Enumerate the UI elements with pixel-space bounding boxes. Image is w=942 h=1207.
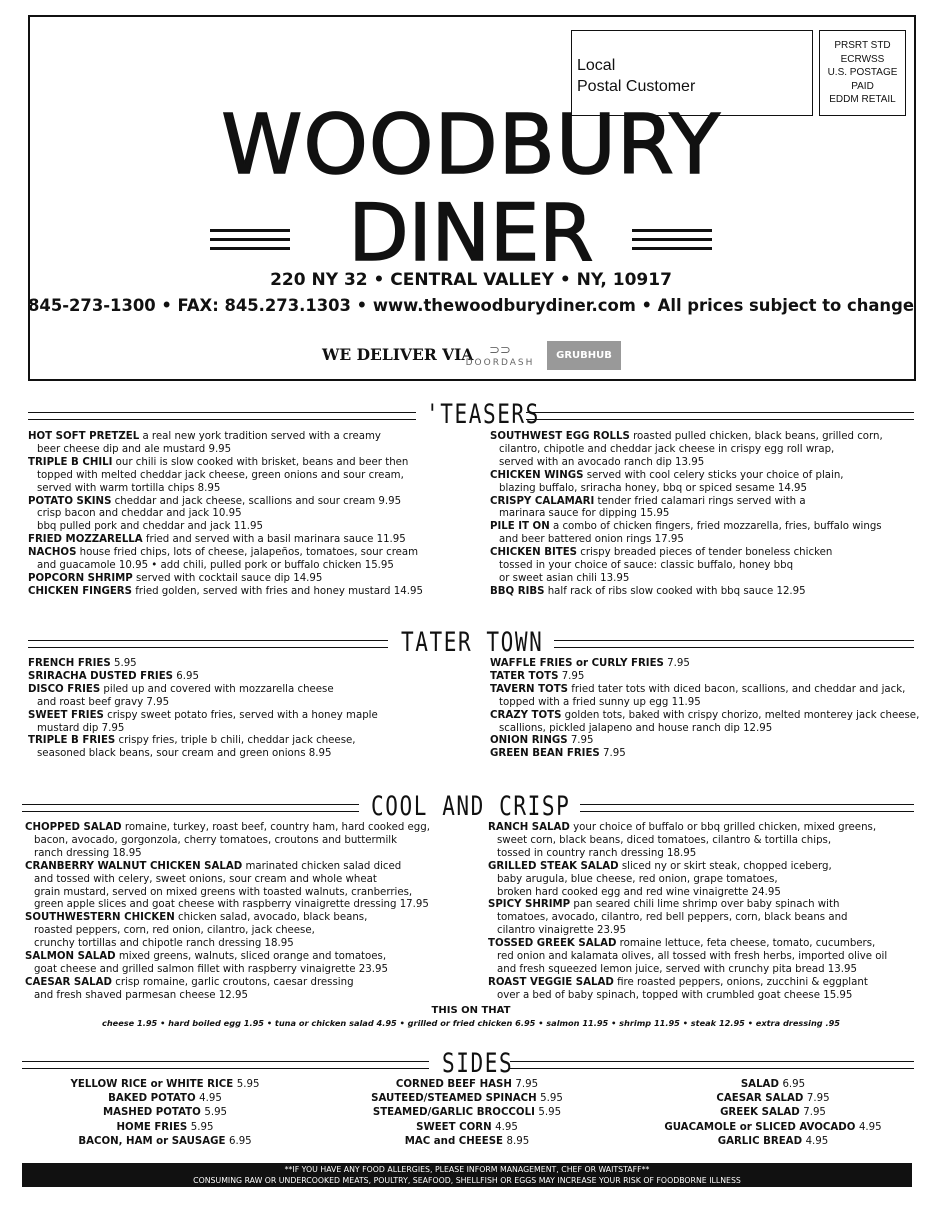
side-item-name: SALAD xyxy=(740,1079,779,1090)
menu-item-name: GRILLED STEAK SALAD xyxy=(488,860,619,872)
side-item-price: 4.95 xyxy=(495,1121,518,1133)
side-item-name: MAC and CHEESE xyxy=(404,1135,503,1147)
menu-item-line xyxy=(28,735,468,748)
permit-line: PRSRT STD xyxy=(834,40,891,51)
menu-item-desc-line: crunchy tortillas and chipotle ranch dressing 18.95 xyxy=(34,938,294,950)
side-item xyxy=(648,1121,898,1135)
menu-item xyxy=(488,899,928,938)
menu-item-desc: half rack of ribs slow cooked with bbq sauce 12.95 xyxy=(544,585,806,597)
side-item-price: 5.95 xyxy=(204,1107,228,1119)
side-item-name: BACON, HAM or SAUSAGE xyxy=(78,1135,226,1147)
side-item-price: 7.95 xyxy=(806,1093,830,1105)
menu-item-name: CHICKEN BITES xyxy=(490,547,577,559)
menu-item-name: CRANBERRY WALNUT CHICKEN SALAD xyxy=(25,860,243,872)
menu-item-desc-line: baby arugula, blue cheese, red onion, grape tomatoes, xyxy=(497,873,778,885)
menu-item-line xyxy=(490,748,920,761)
menu-item-line xyxy=(25,861,475,874)
menu-item-desc-line: goat cheese and grilled salmon fillet with raspberry vinaigrette 23.95 xyxy=(34,963,388,975)
menu-item-desc: 7.95 xyxy=(558,670,585,682)
menu-item-desc-line: and fresh squeezed lemon juice, served with crunchy pita bread 13.95 xyxy=(497,963,857,975)
sides-column-3 xyxy=(648,1078,898,1149)
menu-item-desc-line: green apple slices and goat cheese with raspberry vinaigrette dressing 17.95 xyxy=(34,899,429,911)
side-item xyxy=(342,1092,592,1106)
menu-item xyxy=(490,748,920,761)
section-title: TATER TOWN xyxy=(401,627,544,658)
menu-item-name: TAVERN TOTS xyxy=(490,683,569,695)
menu-item-desc-line: grain mustard, served on mixed greens with toasted walnuts, cranberries, xyxy=(34,886,413,898)
menu-item-desc-line: roasted peppers, corn, red onion, cilantro, jack cheese, xyxy=(34,925,315,937)
menu-item-name: ROAST VEGGIE SALAD xyxy=(488,976,614,988)
menu-item-line xyxy=(28,710,468,723)
menu-item-desc-line: tossed in your choice of sauce: classic buffalo, honey bbq xyxy=(499,560,794,572)
menu-item-name: CHOPPED SALAD xyxy=(25,822,122,833)
menu-item-desc: romaine, turkey, roast beef, country ham, hard cooked egg, xyxy=(121,822,430,833)
menu-item xyxy=(488,938,928,977)
permit-line: EDDM RETAIL xyxy=(829,94,896,105)
menu-item-line xyxy=(488,977,928,990)
menu-item-name: CAESAR SALAD xyxy=(25,976,112,988)
side-item-price: 5.95 xyxy=(540,1093,563,1105)
menu-item-name: SRIRACHA DUSTED FRIES xyxy=(28,670,174,682)
menu-item xyxy=(28,431,468,457)
address: 220 NY 32 • CENTRAL VALLEY • NY, 10917 xyxy=(270,270,672,290)
menu-item-name: PILE IT ON xyxy=(490,521,550,533)
side-item xyxy=(40,1078,290,1092)
menu-item-line xyxy=(490,431,920,444)
menu-item-desc: crispy fries, triple b chili, cheddar jack cheese, xyxy=(115,735,356,747)
sides-column-1 xyxy=(40,1078,290,1149)
section-teasers xyxy=(28,399,914,433)
menu-item-desc: crisp romaine, garlic croutons, caesar dressing xyxy=(112,976,354,988)
menu-item-desc-line: red onion and kalamata olives, all tossed with fresh herbs, imported olive oil xyxy=(497,951,888,963)
menu-item-name: TOSSED GREEK SALAD xyxy=(488,938,617,950)
menu-item xyxy=(28,684,468,710)
menu-item-name: ONION RINGS xyxy=(490,735,568,747)
menu-item-line xyxy=(490,470,920,483)
menu-item-desc: served with cocktail sauce dip 14.95 xyxy=(132,572,323,584)
menu-item-line xyxy=(25,977,475,990)
section-rule xyxy=(22,804,359,812)
menu-item-name: CHICKEN FINGERS xyxy=(28,585,132,597)
menu-item-name: CRAZY TOTS xyxy=(490,709,562,721)
menu-item xyxy=(490,658,920,671)
menu-item-name: SWEET FRIES xyxy=(28,709,104,721)
menu-item-desc: 7.95 xyxy=(567,735,594,747)
menu-item-desc-line: bbq pulled pork and cheddar and jack 11.95 xyxy=(37,521,263,533)
allergy-footer xyxy=(22,1163,912,1187)
menu-item-line xyxy=(490,586,920,599)
menu-item-line xyxy=(490,521,920,534)
menu-item xyxy=(28,671,468,684)
menu-item-name: TATER TOTS xyxy=(490,670,559,682)
doordash-logo xyxy=(455,343,545,368)
side-item-price: 5.95 xyxy=(190,1121,214,1133)
menu-item-desc-line: broken hard cooked egg and red wine vinaigrette 24.95 xyxy=(497,886,781,898)
menu-item-name: NACHOS xyxy=(28,547,77,559)
menu-item-desc-line: and guacamole 10.95 • add chili, pulled pork or buffalo chicken 15.95 xyxy=(37,560,394,572)
side-item-name: CAESAR SALAD xyxy=(716,1093,804,1105)
side-item-name: YELLOW RICE or WHITE RICE xyxy=(70,1079,234,1090)
section-rule xyxy=(554,640,914,648)
side-item-price: 4.95 xyxy=(858,1121,882,1133)
side-item-name: SAUTEED/STEAMED SPINACH xyxy=(371,1093,537,1105)
menu-item-desc-line: sweet corn, black beans, diced tomatoes, cilantro & tortilla chips, xyxy=(497,834,832,846)
menu-item-name: GREEN BEAN FRIES xyxy=(490,748,600,760)
menu-item-desc: tender fried calamari rings served with a xyxy=(594,495,806,507)
menu-item xyxy=(28,710,468,736)
side-item xyxy=(40,1106,290,1120)
addons-title: THIS ON THAT xyxy=(431,1005,511,1016)
side-item xyxy=(648,1135,898,1149)
menu-item-line xyxy=(488,938,928,951)
side-item-name: GREEK SALAD xyxy=(720,1107,800,1119)
menu-item-line xyxy=(28,586,468,599)
section-rule xyxy=(526,412,914,420)
menu-item xyxy=(490,735,920,748)
menu-item-desc: 6.95 xyxy=(173,670,199,682)
logo-stripes-left xyxy=(210,229,290,259)
menu-item-desc-line: crisp bacon and cheddar and jack 10.95 xyxy=(37,508,242,520)
menu-item-name: BBQ RIBS xyxy=(490,585,545,597)
menu-item-name: SOUTHWESTERN CHICKEN xyxy=(25,912,175,924)
tater-right-column xyxy=(490,658,920,761)
side-item xyxy=(342,1106,592,1120)
menu-item-desc-line: served with an avocado ranch dip 13.95 xyxy=(499,456,705,468)
menu-item-desc-line: served with warm tortilla chips 8.95 xyxy=(37,482,221,494)
menu-item-line xyxy=(490,710,920,723)
footer-line2: CONSUMING RAW OR UNDERCOOKED MEATS, POULTRY, SEAFOOD, SHELLFISH OR EGGS MAY INCREASE YOUR RISK OF FOODBORNE ILLNESS xyxy=(193,1175,741,1185)
footer-line1: **IF YOU HAVE ANY FOOD ALLERGIES, PLEASE INFORM MANAGEMENT, CHEF OR WAITSTAFF** xyxy=(284,1165,650,1174)
side-item-price: 8.95 xyxy=(506,1135,530,1147)
menu-item-desc-line: cilantro vinaigrette 23.95 xyxy=(497,925,627,937)
menu-item xyxy=(490,496,920,522)
side-item-name: BAKED POTATO xyxy=(108,1093,196,1105)
menu-item-name: TRIPLE B CHILI xyxy=(28,456,113,468)
menu-item xyxy=(490,431,920,470)
menu-item xyxy=(490,586,920,599)
addons-list: cheese 1.95 • hard boiled egg 1.95 • tuna or chicken salad 4.95 • grilled or fried chicken 6.95 • salmon 11.95 • shrimp 11.95 • steak 12.95 • extra dressing .95 xyxy=(101,1018,840,1028)
side-item-name: STEAMED/GARLIC BROCCOLI xyxy=(372,1107,535,1119)
menu-item-desc: pan seared chili lime shrimp over baby spinach with xyxy=(570,899,840,911)
menu-item-desc: crispy sweet potato fries, served with a honey maple xyxy=(103,709,378,721)
menu-item xyxy=(28,547,468,573)
menu-item-name: WAFFLE FRIES or CURLY FRIES xyxy=(490,658,664,669)
menu-item-desc: sliced ny or skirt steak, chopped iceberg, xyxy=(618,860,832,872)
menu-item-desc-line: marinara sauce for dipping 15.95 xyxy=(499,508,670,520)
tater-left-column xyxy=(28,658,468,761)
doordash-label: DOORDASH xyxy=(465,358,535,368)
menu-item-desc-line: and roast beef gravy 7.95 xyxy=(37,696,170,708)
teasers-left-column xyxy=(28,431,468,599)
menu-item-desc: fried tater tots with diced bacon, scallions, and cheddar and jack, xyxy=(568,683,906,695)
menu-item-desc-line: blazing buffalo, sriracha honey, bbq or spiced sesame 14.95 xyxy=(499,482,808,494)
menu-item-desc-line: scallions, pickled jalapeno and house ranch dip 12.95 xyxy=(499,722,773,734)
menu-item xyxy=(490,671,920,684)
menu-item-desc: 5.95 xyxy=(110,658,137,669)
menu-item-name: TRIPLE B FRIES xyxy=(28,735,116,747)
side-item-price: 4.95 xyxy=(805,1135,829,1147)
menu-item-name: CRISPY CALAMARI xyxy=(490,495,595,507)
side-item xyxy=(342,1121,592,1135)
menu-item-desc-line: and fresh shaved parmesan cheese 12.95 xyxy=(34,989,248,1001)
menu-item-line xyxy=(28,431,468,444)
side-item-price: 6.95 xyxy=(228,1135,252,1147)
menu-item-desc: house fried chips, lots of cheese, jalapeños, tomatoes, sour cream xyxy=(76,547,419,559)
menu-item-desc: fire roasted peppers, onions, zucchini & eggplant xyxy=(613,976,868,988)
menu-item xyxy=(28,534,468,547)
menu-item-name: SPICY SHRIMP xyxy=(488,899,571,911)
menu-item xyxy=(25,822,475,861)
menu-item-line xyxy=(490,735,920,748)
menu-item-desc: piled up and covered with mozzarella cheese xyxy=(100,683,334,695)
menu-item-desc: golden tots, baked with crispy chorizo, melted monterey jack cheese, xyxy=(561,709,920,721)
side-item-name: MASHED POTATO xyxy=(102,1107,201,1119)
menu-item-name: DISCO FRIES xyxy=(28,683,101,695)
side-item-price: 5.95 xyxy=(538,1107,562,1119)
permit-line: ECRWSS xyxy=(840,53,885,65)
menu-item-line xyxy=(488,861,928,874)
menu-item-desc: mixed greens, walnuts, sliced orange and tomatoes, xyxy=(115,951,387,963)
menu-item-desc-line: ranch dressing 18.95 xyxy=(34,847,142,859)
section-title: COOL AND CRISP xyxy=(371,791,571,822)
menu-item-desc: 7.95 xyxy=(663,658,690,669)
grubhub-logo: GRUBHUB xyxy=(547,341,621,370)
menu-item xyxy=(28,586,468,599)
section-rule xyxy=(28,640,388,648)
side-item xyxy=(648,1106,898,1120)
menu-item-name: FRENCH FRIES xyxy=(28,658,111,669)
section-title: 'TEASERS xyxy=(426,399,540,430)
menu-item-line xyxy=(490,671,920,684)
postal-line2: Postal Customer xyxy=(577,78,696,95)
menu-item xyxy=(25,912,475,951)
logo-diner: DINER xyxy=(348,189,594,279)
menu-item-line xyxy=(28,534,468,547)
menu-item-line xyxy=(28,671,468,684)
cool-left-column xyxy=(25,822,475,1003)
menu-item-desc-line: tossed in country ranch dressing 18.95 xyxy=(497,847,697,859)
menu-item-desc: a combo of chicken fingers, fried mozzarella, fries, buffalo wings xyxy=(549,521,882,533)
menu-item xyxy=(490,470,920,496)
menu-item-name: SOUTHWEST EGG ROLLS xyxy=(490,431,630,442)
menu-item-line xyxy=(28,547,468,560)
menu-item-line xyxy=(490,658,920,671)
side-item xyxy=(648,1078,898,1092)
menu-item-desc-line: and tossed with celery, sweet onions, sour cream and whole wheat xyxy=(34,873,377,885)
menu-item-desc: crispy breaded pieces of tender boneless chicken xyxy=(577,547,833,559)
menu-item xyxy=(488,822,928,861)
menu-item-name: POTATO SKINS xyxy=(28,495,112,507)
side-item xyxy=(648,1092,898,1106)
menu-item xyxy=(488,861,928,900)
menu-item-name: SALMON SALAD xyxy=(25,951,116,963)
side-item xyxy=(40,1135,290,1149)
menu-item-line xyxy=(28,496,468,509)
section-tater-town xyxy=(28,627,914,661)
menu-item xyxy=(490,710,920,736)
menu-item-line xyxy=(25,951,475,964)
section-rule xyxy=(580,804,914,812)
permit-line: PAID xyxy=(851,80,874,92)
menu-item xyxy=(490,547,920,586)
menu-item-desc-line: over a bed of baby spinach, topped with crumbled goat cheese 15.95 xyxy=(497,989,853,1001)
menu-item xyxy=(28,658,468,671)
side-item-name: CORNED BEEF HASH xyxy=(395,1079,512,1090)
menu-item-desc: romaine lettuce, feta cheese, tomato, cucumbers, xyxy=(616,938,876,950)
menu-item xyxy=(25,977,475,1003)
menu-item-line xyxy=(488,822,928,835)
menu-item-desc-line: bacon, avocado, gorgonzola, cherry tomatoes, croutons and buttermilk xyxy=(34,834,398,846)
menu-item-desc-line: or sweet asian chili 13.95 xyxy=(499,572,630,584)
menu-item-desc: your choice of buffalo or bbq grilled chicken, mixed greens, xyxy=(569,822,877,833)
side-item-price: 5.95 xyxy=(236,1079,260,1090)
menu-item-desc: a real new york tradition served with a creamy xyxy=(139,431,381,442)
menu-item-name: CHICKEN WINGS xyxy=(490,469,584,481)
side-item xyxy=(40,1092,290,1106)
side-item-name: HOME FRIES xyxy=(116,1121,188,1133)
side-item xyxy=(342,1135,592,1149)
contact-line: 845-273-1300 • FAX: 845.273.1303 • www.thewoodburydiner.com • All prices subject to change xyxy=(28,296,914,315)
side-item-price: 7.95 xyxy=(515,1079,539,1090)
menu-item-line xyxy=(28,457,468,470)
postal-line1: Local xyxy=(577,57,616,74)
menu-item xyxy=(28,457,468,496)
menu-item-desc-line: mustard dip 7.95 xyxy=(37,722,125,734)
side-item-price: 4.95 xyxy=(199,1093,222,1105)
section-cool-and-crisp xyxy=(22,791,914,825)
menu-item-name: FRIED MOZZARELLA xyxy=(28,534,143,546)
menu-item-line xyxy=(490,684,920,697)
sides-column-2 xyxy=(342,1078,592,1149)
menu-item-line xyxy=(25,822,475,835)
permit-line: U.S. POSTAGE xyxy=(827,67,898,78)
section-rule xyxy=(510,1061,914,1069)
side-item xyxy=(40,1121,290,1135)
menu-item-desc: marinated chicken salad diced xyxy=(242,860,402,872)
side-item xyxy=(342,1078,592,1092)
menu-item-desc-line: and beer battered onion rings 17.95 xyxy=(499,534,684,546)
menu-item-desc: served with cool celery sticks your choice of plain, xyxy=(583,469,844,481)
menu-item xyxy=(488,977,928,1003)
section-rule xyxy=(22,1061,429,1069)
menu-item-desc: fried and served with a basil marinara sauce 11.95 xyxy=(142,534,406,546)
menu-item-line xyxy=(488,899,928,912)
deliver-via: WE DELIVER VIA xyxy=(322,345,474,364)
menu-item-line xyxy=(28,573,468,586)
side-item-price: 6.95 xyxy=(782,1079,806,1090)
menu-item-line xyxy=(490,496,920,509)
menu-item-line xyxy=(28,658,468,671)
menu-item-desc-line: beer cheese dip and ale mustard 9.95 xyxy=(37,443,232,455)
menu-item-line xyxy=(28,684,468,697)
menu-item-desc-line: seasoned black beans, sour cream and green onions 8.95 xyxy=(37,748,332,760)
menu-item xyxy=(28,496,468,535)
menu-item-line xyxy=(490,547,920,560)
menu-item xyxy=(25,861,475,913)
menu-item-line xyxy=(25,912,475,925)
side-item-name: GUACAMOLE or SLICED AVOCADO xyxy=(664,1121,856,1133)
menu-item-desc-line: topped with melted cheddar jack cheese, green onions and sour cream, xyxy=(37,469,404,481)
menu-item xyxy=(28,573,468,586)
section-rule xyxy=(28,412,416,420)
menu-item-name: RANCH SALAD xyxy=(488,822,570,833)
menu-item xyxy=(490,684,920,710)
menu-item-name: POPCORN SHRIMP xyxy=(28,572,133,584)
menu-item xyxy=(490,521,920,547)
section-title: SIDES xyxy=(442,1048,514,1079)
menu-item-desc: chicken salad, avocado, black beans, xyxy=(174,912,368,924)
menu-item-desc: our chili is slow cooked with brisket, beans and beer then xyxy=(112,456,409,468)
side-item-price: 7.95 xyxy=(803,1107,826,1119)
menu-item-desc-line: cilantro, chipotle and cheddar jack cheese in crispy egg roll wrap, xyxy=(499,443,835,455)
logo-stripes-right xyxy=(632,229,712,259)
menu-item xyxy=(25,951,475,977)
menu-item-desc: roasted pulled chicken, black beans, grilled corn, xyxy=(629,431,883,442)
menu-item-desc-line: tomatoes, avocado, cilantro, red bell peppers, corn, black beans and xyxy=(497,912,848,924)
menu-item-desc: 7.95 xyxy=(599,748,626,760)
cool-right-column xyxy=(488,822,928,1003)
doordash-icon: ⊃⊃ xyxy=(489,343,511,358)
menu-item-desc-line: topped with a fried sunny up egg 11.95 xyxy=(499,696,701,708)
menu-item-desc: cheddar and jack cheese, scallions and sour cream 9.95 xyxy=(111,495,402,507)
teasers-right-column xyxy=(490,431,920,599)
menu-item-name: HOT SOFT PRETZEL xyxy=(28,431,140,442)
menu-item xyxy=(28,735,468,761)
menu-item-desc: fried golden, served with fries and honey mustard 14.95 xyxy=(131,585,423,597)
side-item-name: SWEET CORN xyxy=(416,1121,492,1133)
logo-woodbury: WOODBURY xyxy=(221,98,721,193)
side-item-name: GARLIC BREAD xyxy=(717,1135,803,1147)
